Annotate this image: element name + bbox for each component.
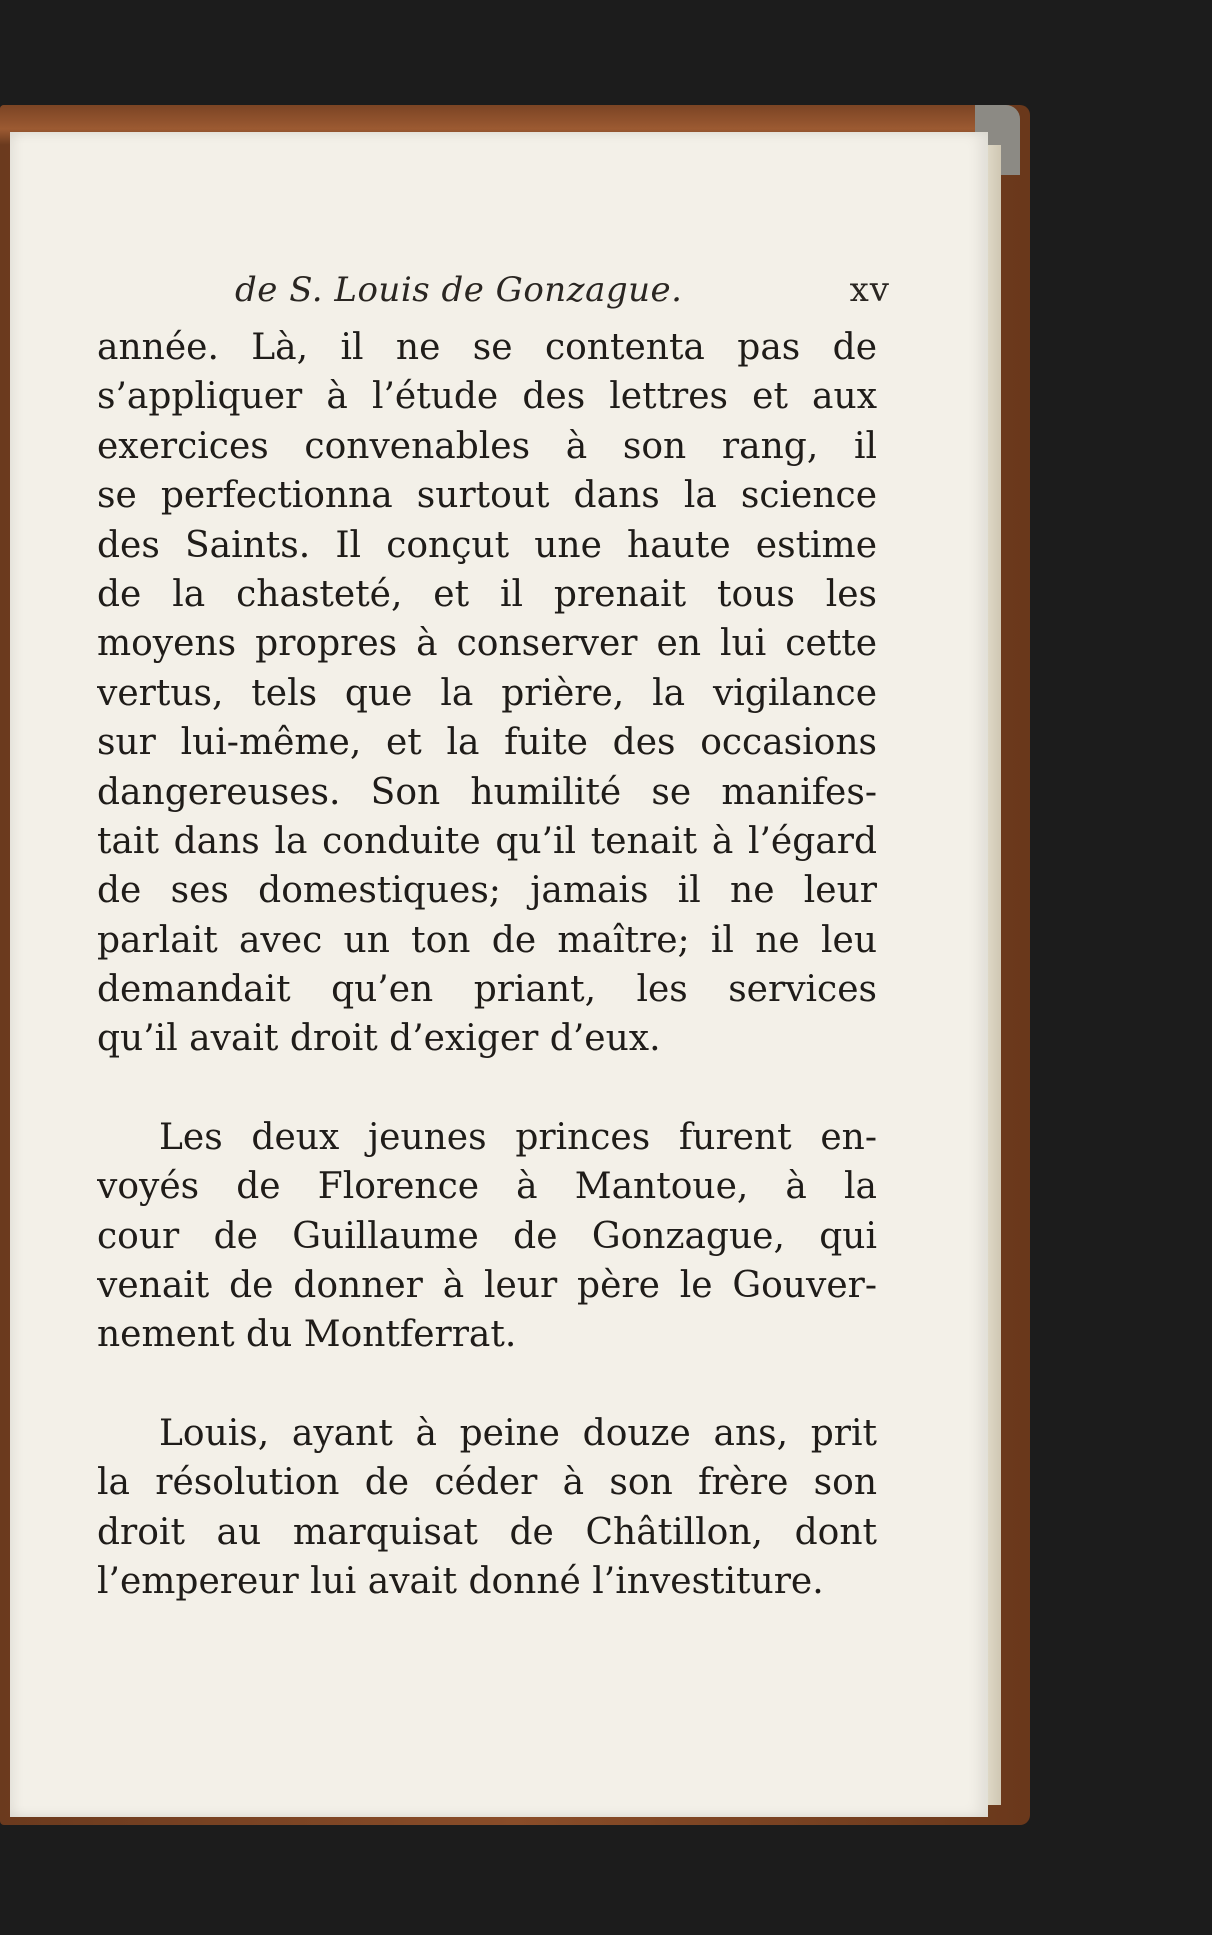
text-line: qu’il avait droit d’exiger d’eux. [97,1018,661,1060]
text-line: la résolution de céder à son frère son [97,1462,877,1504]
text-line: cour de Guillaume de Gonzague, qui [97,1215,877,1257]
text-line: voyés de Florence à Mantoue, à la [97,1166,877,1208]
text-line: Les deux jeunes princes furent en- [159,1116,877,1158]
text-line: s’appliquer à l’étude des lettres et aux [97,376,877,418]
text-line: exercices convenables à son rang, il [97,425,877,467]
text-line: année. Là, il ne se contenta pas de [97,327,877,368]
text-line: demandait qu’en priant, les services [97,969,877,1011]
text-line: de la chasteté, et il prenait tous les [97,573,877,615]
paragraph-gap [97,1360,877,1409]
text-line: tait dans la conduite qu’il tenait à l’égard [97,820,877,862]
text-line: droit au marquisat de Châtillon, dont [97,1511,877,1553]
text-line: vertus, tels que la prière, la vigilance [97,672,877,714]
text-line: se perfectionna surtout dans la science [97,475,877,517]
page-number: xv [849,270,890,310]
paragraph-gap [97,1064,877,1113]
text-line: moyens propres à conserver en lui cette [97,623,877,665]
text-line: dangereuses. Son humilité se manifes- [97,771,877,813]
text-line: de ses domestiques; jamais il ne leur [97,870,877,912]
text-line: venait de donner à leur père le Gouver- [97,1265,877,1307]
text-line: l’empereur lui avait donné l’investiture. [97,1560,824,1602]
text-line: Louis, ayant à peine douze ans, prit [159,1412,877,1454]
text-line: des Saints. Il conçut une haute estime [97,524,877,566]
running-title: de S. Louis de Gonzague. [235,270,683,310]
text-line: sur lui-même, et la fuite des occasions [97,722,877,764]
body-text [97,323,877,1606]
text-line: parlait avec un ton de maître; il ne leu [97,919,877,961]
page-header [235,270,890,320]
text-line: nement du Montferrat. [97,1314,517,1356]
